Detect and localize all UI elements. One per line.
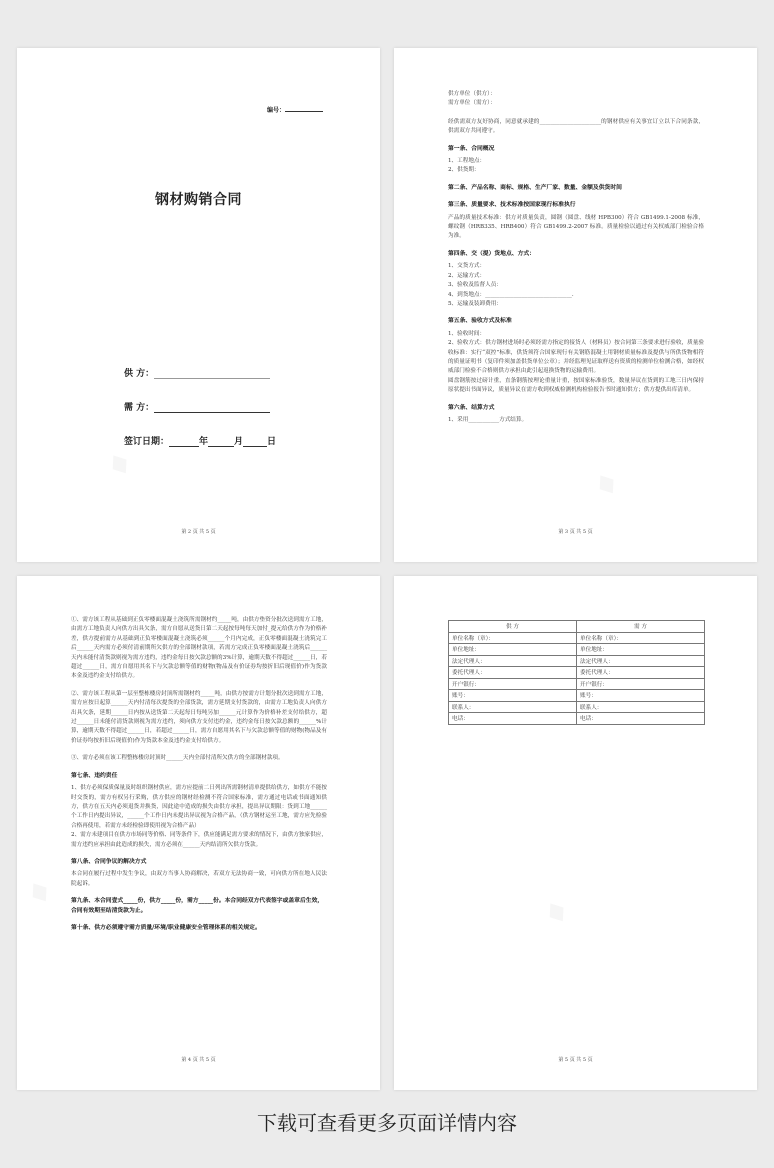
table-row: [449, 701, 705, 713]
contract-page-terms-2: [17, 576, 380, 1090]
list-item: 1、交货方式：: [448, 263, 486, 270]
section-heading: 第九条、本合同壹式_____份，供方_____份，需方_____份。本合同经双方代表签字或盖章后生效，合同有效期至结清货款为止。: [71, 898, 324, 914]
sign-date-field: [124, 434, 276, 447]
table-cell: 单位地址：: [577, 644, 705, 656]
table-header-buyer: 需 方: [577, 621, 705, 633]
intro-line: 需方单位（需方）：: [448, 100, 496, 107]
section-paragraph: 2、需方未建项目在供方市场同等价格、同等条件下，供应能满足需方要求的情况下，由供方独家供应，需方违约应承担由此造成的损失，需方必须在______天内结清所欠供方货款。: [71, 832, 327, 848]
month-label: 月: [234, 437, 244, 447]
buyer-blank: [154, 403, 270, 413]
section-heading: 第二条、产品名称、商标、规格、生产厂家、数量、金额及供货时间: [448, 184, 622, 191]
table-row: [449, 655, 705, 667]
day-label: 日: [267, 437, 277, 447]
supplier-blank: [154, 369, 270, 379]
list-item: 5、运输及装卸费用：: [448, 300, 502, 307]
contract-title: 钢材购销合同: [155, 192, 242, 208]
table-cell: 账号：: [449, 690, 577, 702]
list-item: 1、采用___________方式结算。: [448, 416, 528, 423]
section-heading: 第七条、违约责任: [71, 772, 118, 779]
table-row: [449, 667, 705, 679]
section-heading: 第六条、结算方式: [448, 404, 495, 411]
table-row: [449, 690, 705, 702]
payment-paragraph: ①、需方该工程从基础到正负零楼面混凝土浇筑所需钢材约_____吨，由供方垫资分批次送到需方工地，由需方工地负责人向供方出具欠条，需方自愿从送货日第二天起按每吨每天加付_提元给供方作为价格补差，供方提前需方从基础到正负零楼面混凝土浇筑必须______个月内完成，正负零楼面混凝土浇筑完工后______天内需方必须付清前期所欠供方的全部钢材款项，若需方完成正负零楼面混凝土浇筑后______天内未能付清货款则视为需方违约，违约金每日按欠款总额的3%计算，逾期天数不得超过______日，若超过______日，需方自愿用其名下与欠款总额等值的财物(物品及有价证券均按折旧后现值价)作为货款本金及违约金支付给供方。: [71, 617, 327, 680]
table-header-supplier: 供 方: [449, 621, 577, 633]
table-cell: 开户银行：: [577, 678, 705, 690]
intro-line: 供方单位（供方）：: [448, 91, 496, 97]
year-label: 年: [199, 437, 209, 447]
contract-signature-page: [394, 576, 757, 1090]
contract-cover-page: [17, 48, 380, 562]
table-cell: 联系人：: [449, 701, 577, 713]
table-cell: 法定代理人：: [449, 655, 577, 667]
year-blank: [169, 437, 199, 447]
table-cell: 单位名称（章）：: [449, 632, 577, 644]
doc-number-field: [267, 105, 323, 114]
supplier-label: 供 方：: [124, 369, 155, 379]
doc-number-label: 编号：: [266, 107, 285, 114]
table-cell: 开户银行：: [449, 678, 577, 690]
list-item: 2、供货期：: [448, 167, 480, 174]
list-item: 3、验收及监督人员：: [448, 282, 502, 289]
table-cell: 账号：: [577, 690, 705, 702]
section-paragraph: 1、供方必须保质保量及时组织钢材供应，需方应提前二日列出所需钢材清单提供给供方，如供方不能按时交货的，需方有权另行采购，供方供应的钢材经检测不符合国家标准，需方通过电话或书面通知供方，供方在五天内必须退货并换货，因此途中造成的损失由供方承担，提出异议期限：货到工地______个工作日内提出异议，______个工作日内未提出异议视为合格产品，（供方钢材运至工地，需方应先检验合格再使用，若需方未经检验即使用视为合格产品）: [71, 785, 327, 829]
watermark: [19, 871, 61, 915]
page-footer: 第 4 页 共 5 页: [181, 1057, 216, 1063]
intro-paragraph: 经供需双方友好协商，同意就承建的______________________的钢材供应有关事宜订立以下合同条款，供需双方共同遵守。: [448, 118, 704, 135]
section-paragraph: 产品的质量技术标准：供方对质量负责，圆钢（圆盘、线材 HPB300）符合 GB1499.1-2008 标准，螺纹钢（HRB335、HRB400）符合 GB1499.2-2007 标准。质量检验以通过有关权威部门检验合格为准。: [448, 214, 704, 240]
table-cell: 电话：: [577, 713, 705, 725]
table-row: [449, 678, 705, 690]
table-cell: 单位地址：: [449, 644, 577, 656]
supplier-field: [124, 366, 270, 379]
table-cell: 电话：: [449, 713, 577, 725]
table-cell: 委托代理人：: [577, 667, 705, 679]
payment-paragraph: ③、需方必须在该工程整栋楼房封顶时______天内全部付清所欠供方的全部钢材款项。: [71, 755, 284, 762]
payment-paragraph: ②、需方该工程从第一层至整栋楼房封顶所需钢材约_____吨，由供方按需方计划分批次送到需方工地，需方应按日起算______天内付清每次提货的全部货款，需方延期支付货款的，由需方工地负责人向供方出具欠条，延期______日内按从送货第二天起每日每吨另加______元计算作为价格补差支付给供方，超过______日未能付清货款则视为需方违约，须向供方支付违约金，违约金每日按欠款总额的______%计算，逾期天数不得超过______日，若超过______日，需方自愿用其名下与欠款总额等值的财物(物品及有价证券均按折旧后现值价)作为货款本金及违约金支付给供方。: [71, 690, 327, 744]
table-header-row: [449, 621, 705, 633]
list-item: 2、验收方式：供方钢材进场时必须经需方指定的接货人（材料员）按合同第三条要求进行验收，质量验收标准：实行“双控”标准，供货须符合国家现行有关钢筋混凝土用钢材质量标准及提供与所供货物相符的质量证明书（复印件须加盖供货单位公章）；并经监理见证取样送有资质的检测单位检测合格，如经权威部门检验不合格则供方承担由此引起返换货物的运输费用。: [448, 340, 704, 375]
day-blank: [243, 437, 267, 447]
buyer-label: 需 方：: [124, 403, 155, 413]
list-item: 1、工程地点：: [448, 158, 486, 165]
page-footer: 第 2 页 共 5 页: [181, 529, 216, 535]
table-cell: 委托代理人：: [449, 667, 577, 679]
download-caption[interactable]: 下载可查看更多页面详情内容: [257, 1111, 517, 1135]
table-cell: 联系人：: [577, 701, 705, 713]
watermark: [586, 463, 628, 507]
table-cell: 法定代理人：: [577, 655, 705, 667]
contract-page-terms-1: [394, 48, 757, 562]
page-footer: 第 3 页 共 5 页: [558, 529, 593, 535]
section-heading: 第四条、交（提）货地点、方式：: [448, 250, 535, 257]
section-heading: 第十条、供方必须遵守需方质量/环境/职业健康安全管理体系的相关规定。: [71, 924, 261, 931]
table-row: [449, 644, 705, 656]
sign-date-label: 签订日期：: [124, 437, 170, 447]
page-footer: 第 5 页 共 5 页: [558, 1057, 593, 1063]
section-heading: 第三条、质量要求、技术标准按国家现行标准执行: [448, 202, 576, 209]
terms-block-1: [448, 90, 704, 425]
section-heading: 第八条、合同争议的解决方式: [71, 858, 147, 865]
section-paragraph: 本合同在履行过程中发生争议，由双方当事人协商解决，若双方无法协商一致，可向供方所在地人民法院起诉。: [71, 871, 327, 887]
table-cell: 单位名称（章）：: [577, 632, 705, 644]
doc-number-blank: [285, 105, 323, 112]
section-heading: 第五条、验收方式及标准: [448, 318, 512, 325]
terms-block-2: [71, 616, 327, 936]
list-item: 4、到货地点：_______________________________.: [448, 291, 574, 298]
list-item: 圆盘钢筋按过磅计重，直条钢筋按理论重量计重，按国家标准验货，数量异议在货到的工地三日内保持原状提出书面异议，质量异议在需方收到权威检测机构检验报告书时通知供方；供方提供出库清单。: [448, 377, 704, 394]
list-item: 1、验收时间：: [448, 330, 486, 337]
buyer-field: [124, 400, 270, 413]
month-blank: [208, 437, 234, 447]
table-row: [449, 713, 705, 725]
table-row: [449, 632, 705, 644]
section-heading: 第一条、合同概况: [448, 145, 495, 152]
watermark: [536, 891, 578, 935]
party-info-table: [448, 620, 705, 725]
watermark: [99, 443, 141, 487]
list-item: 2、运输方式：: [448, 272, 486, 279]
